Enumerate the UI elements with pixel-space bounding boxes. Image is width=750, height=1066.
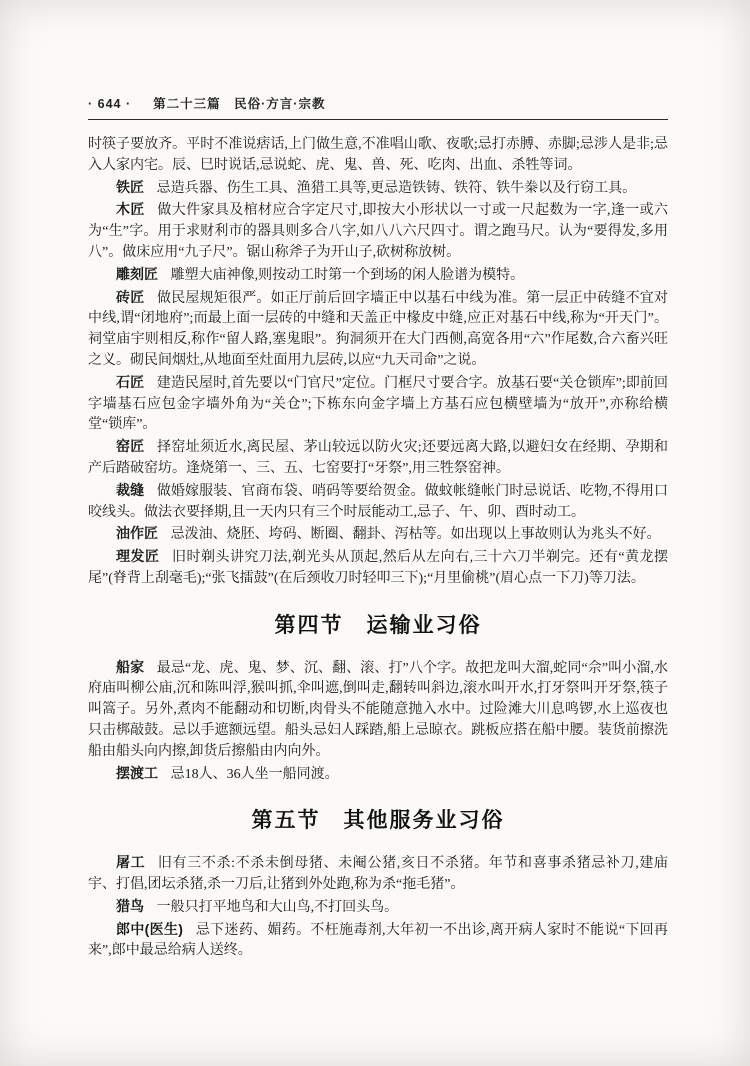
page-content [88,94,668,962]
trade-text: 做婚嫁服装、官商布袋、哨码等要给贺金。做蚊帐缝帐门时忌说话、吃物,不得用口咬线头。做法衣要择期,且一天内只有三个时辰能动工,忌子、午、卯、酉时动工。 [88,483,669,520]
trade-paragraph [88,287,668,372]
trade-term: 石匠 [116,373,145,390]
page-number: · 644 · [88,97,132,111]
trade-paragraph [88,480,668,524]
trade-text: 做大件家具及棺材应合字定尺寸,即按大小形状以一寸或一尺起数为一字,逢一或六为“生”字。用于求财利市的器具则多合八字,如八八六尺四寸。谓之跑马尺。认为“要得发,多用八”。做床应用“九子尺”。锯山称斧子为开山子,砍树称放树。 [88,203,669,260]
trade-paragraph [88,896,668,919]
trade-paragraph [88,199,668,263]
trade-paragraph [88,763,668,786]
trade-paragraph [88,177,668,200]
trade-text: 旧时剃头讲究刀法,剃光头从顶起,然后从左向右,三十六刀半剃完。还有“黄龙摆尾”(脊背上刮毫毛);“张飞擂鼓”(在后颈收刀时轻叩三下);“月里偷桃”(眉心点一下刀)等刀法。 [88,550,668,586]
trade-paragraph [88,436,668,480]
trade-paragraph [88,546,668,590]
trade-term: 窑匠 [116,438,145,455]
chapter-title: 第二十三篇 民俗·方言·宗教 [153,97,326,111]
trade-text: 雕塑大庙神像,则按动工时第一个到场的闲人脸谱为模特。 [170,267,525,283]
intro-text: 时筷子要放齐。平时不准说痞话,上门做生意,不准唱山歌、夜歌;忌打赤膊、赤脚;忌涉人是非;忌入人家内宅。辰、巳时说话,忌说蛇、虎、鬼、兽、死、吃肉、出血、杀牲等词。 [88,137,668,173]
trade-text: 忌泼油、烧胚、垮码、断圈、翻卦、泻枯等。如出现以上事故则认为兆头不好。 [170,527,661,543]
trade-text: 最忌“龙、虎、鬼、梦、沉、翻、滚、打”八个字。故把龙叫大溜,蛇同“佘”叫小溜,水府庙叫柳公庙,沉和陈叫浮,猴叫抓,伞叫遮,倒叫走,翻转叫斜边,滚水叫开水,打牙祭叫开牙祭,筷子叫篙子。另外,煮肉不能翻动和切断,肉骨头不能随意抛入水中。过险滩大川息鸣锣,水上巡夜也只击梆敲鼓。忌以手遮额远望。船头忌妇人踩踏,船上忌晾衣。跳板应搭在船中腰。装货前擦洗船由船头向内擦,卸货后擦船由内向外。 [88,660,669,759]
trade-paragraph [88,852,668,896]
trade-term: 理发匠 [116,548,160,565]
trade-text: 建造民屋时,首先要以“门官尺”定位。门框尺寸要合字。放基石要“关仓锁库”;即前回字墙基石应包金字墙外角为“关仓”;下栋东向金字墙上方基石应包横壁墙为“放开”,亦称给横堂“锁库”。 [88,375,669,433]
trade-text: 做民屋规矩很严。如正厅前后回字墙正中以基石中线为准。第一层正中砖缝不宜对中线,谓“闭地府”;而最上面一层砖的中缝和天盖正中椽皮中缝,应正对基石中线,称为“开天门”。祠堂庙宇则相反,称作“留人路,塞鬼眼”。狗洞须开在大门西侧,高宽各用“六”作尾数,合六畜兴旺之义。砌民间烟灶,从地面至灶面用九层砖,以应“九天司命”之说。 [88,290,669,368]
trade-term: 雕刻匠 [116,265,158,282]
trade-term: 郎中(医生) [116,920,183,937]
trade-text: 忌18人、36人坐一船同渡。 [170,766,339,782]
trade-text: 忌造兵器、伤生工具、渔猎工具等,更忌造铁铸、铁符、铁牛桊以及行窃工具。 [156,180,637,196]
trade-term: 砖匠 [116,288,145,305]
body-text [88,135,668,962]
trade-paragraph [88,372,668,436]
trade-paragraph [88,264,668,287]
trade-term: 木匠 [116,201,145,218]
trade-term: 摆渡工 [116,764,158,781]
intro-paragraph [88,135,668,177]
trade-text: 一般只打平地鸟和大山鸟,不打回头鸟。 [156,899,399,915]
section-heading-4: 第四节 运输业习俗 [274,613,482,637]
trade-term: 油作匠 [116,525,158,542]
trade-term: 猎鸟 [116,897,144,914]
trade-paragraph [88,523,668,546]
trade-text: 择窑址须近水,离民屋、茅山较远以防火灾;还要远离大路,以避妇女在经期、孕期和产后踏破窑坊。逢烧第一、三、五、七窑要打“牙祭”,用三牲祭窑神。 [88,440,669,476]
trade-text: 忌下迷药、媚药。不枉施毒剂,大年初一不出诊,离开病人家时不能说“下回再来”,郎中最忌给病人送终。 [88,922,668,959]
trade-term: 屠工 [116,854,146,871]
trade-text: 旧有三不杀:不杀未倒母猪、未阉公猪,亥日不杀猪。年节和喜事杀猪忌补刀,建庙宇、打倡,团坛杀猪,杀一刀后,让猪到外处跑,称为杀“拖毛猪”。 [88,856,669,892]
trade-paragraph [88,657,668,763]
section-heading-5: 第五节 其他服务业习俗 [251,809,505,833]
running-header [88,94,668,120]
trade-term: 裁缝 [116,481,145,498]
trade-term: 铁匠 [116,178,144,195]
trade-term: 船家 [116,658,145,675]
trade-paragraph [88,919,668,963]
